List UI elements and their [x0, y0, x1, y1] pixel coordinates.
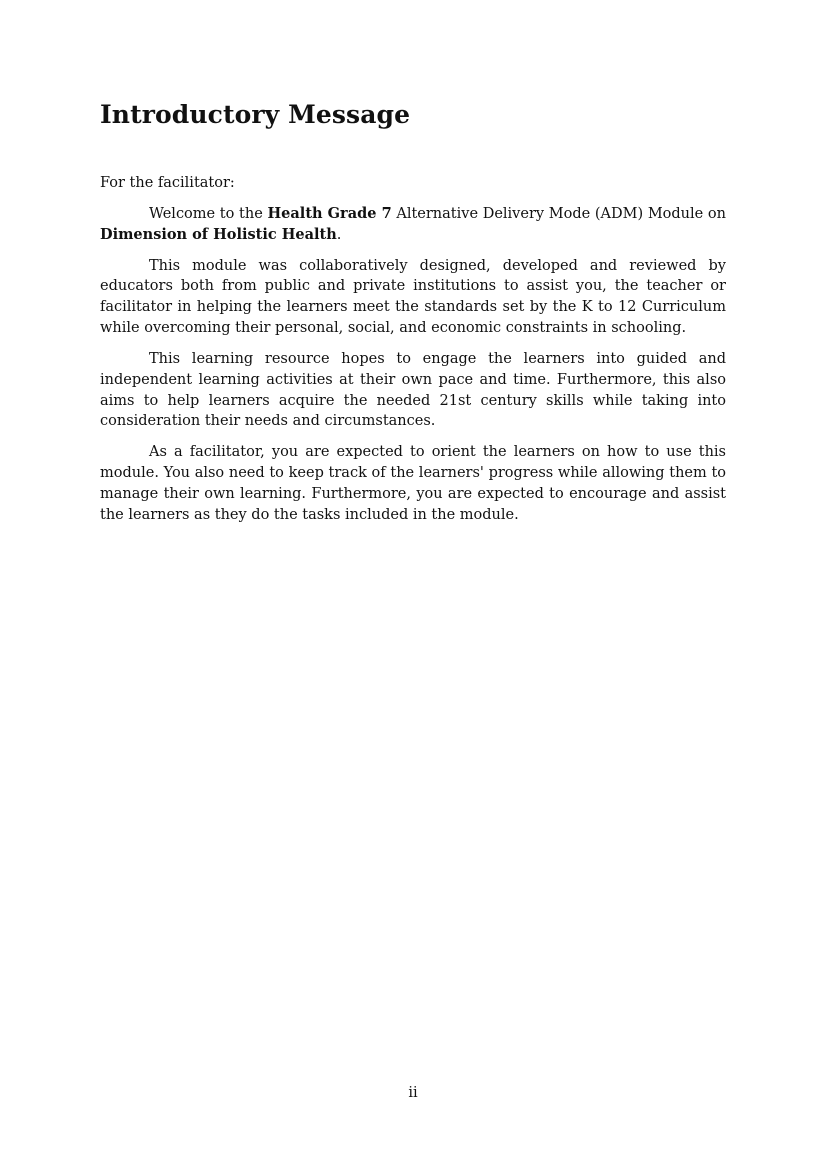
- document-body: [100, 173, 726, 536]
- paragraph-design: This module was collaboratively designed, developed and reviewed by educators both from public and private institutions to assist you, the teacher or facilitator in helping the learners meet the standards set by the K to 12 Curriculum while overcoming their personal, social, and economic constraints in schooling.: [100, 257, 726, 336]
- welcome-suffix: .: [336, 226, 342, 243]
- audience-line: For the facilitator:: [100, 175, 235, 191]
- page-title: Introductory Message: [100, 100, 411, 129]
- module-subject: Health Grade 7: [267, 204, 392, 222]
- module-topic: Dimension of Holistic Health: [100, 225, 337, 243]
- welcome-paragraph: [100, 204, 726, 246]
- paragraph-facilitator: As a facilitator, you are expected to orient the learners on how to use this module. You also need to keep track of the learners' progress while allowing them to manage their own learning. Furthermore, you are expected to encourage and assist the learners as they do the tasks included in the module.: [100, 444, 726, 523]
- welcome-middle: Alternative Delivery Mode (ADM) Module on: [391, 205, 726, 222]
- paragraph-resource: This learning resource hopes to engage the learners into guided and independent learning activities at their own pace and time. Furthermore, this also aims to help learners acquire the needed 21st century skills while taking into consideration their needs and circumstances.: [100, 350, 726, 430]
- page-number: ii: [408, 1085, 418, 1101]
- welcome-prefix: Welcome to the: [149, 205, 268, 222]
